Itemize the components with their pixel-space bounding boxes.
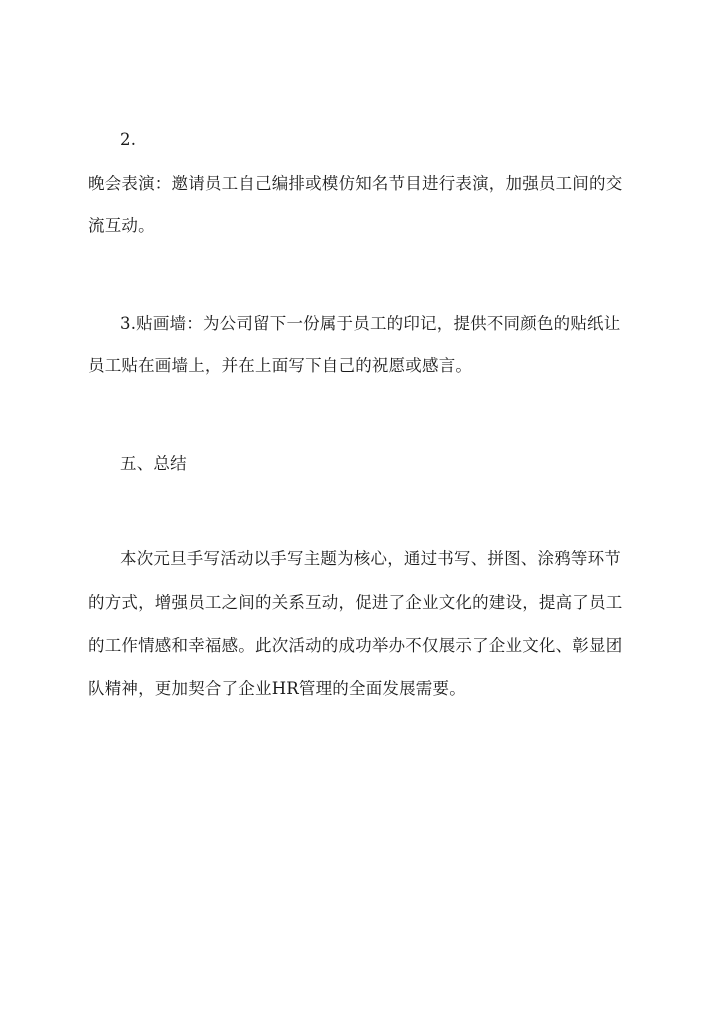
item-2-line-1: 晚会表演：邀请员工自己编排或模仿知名节目进行表演，加强员工间的交: [88, 174, 623, 193]
summary-line-4: 队精神，更加契合了企业HR管理的全面发展需要。: [88, 679, 466, 698]
item-3-line-1: 3.贴画墙：为公司留下一份属于员工的印记，提供不同颜色的贴纸让: [120, 314, 621, 333]
summary-line-2: 的方式，增强员工之间的关系互动，促进了企业文化的建设，提高了员工: [88, 593, 623, 612]
summary-line-1: 本次元旦手写活动以手写主题为核心，通过书写、拼图、涂鸦等环节: [120, 549, 621, 568]
section-5-heading: 五、总结: [120, 454, 187, 473]
item-2-number: 2.: [120, 130, 137, 149]
item-3-line-2: 员工贴在画墙上，并在上面写下自己的祝愿或感言。: [88, 356, 473, 375]
item-2-line-2: 流互动。: [88, 216, 155, 235]
summary-line-3: 的工作情感和幸福感。此次活动的成功举办不仅展示了企业文化、彰显团: [88, 636, 623, 655]
